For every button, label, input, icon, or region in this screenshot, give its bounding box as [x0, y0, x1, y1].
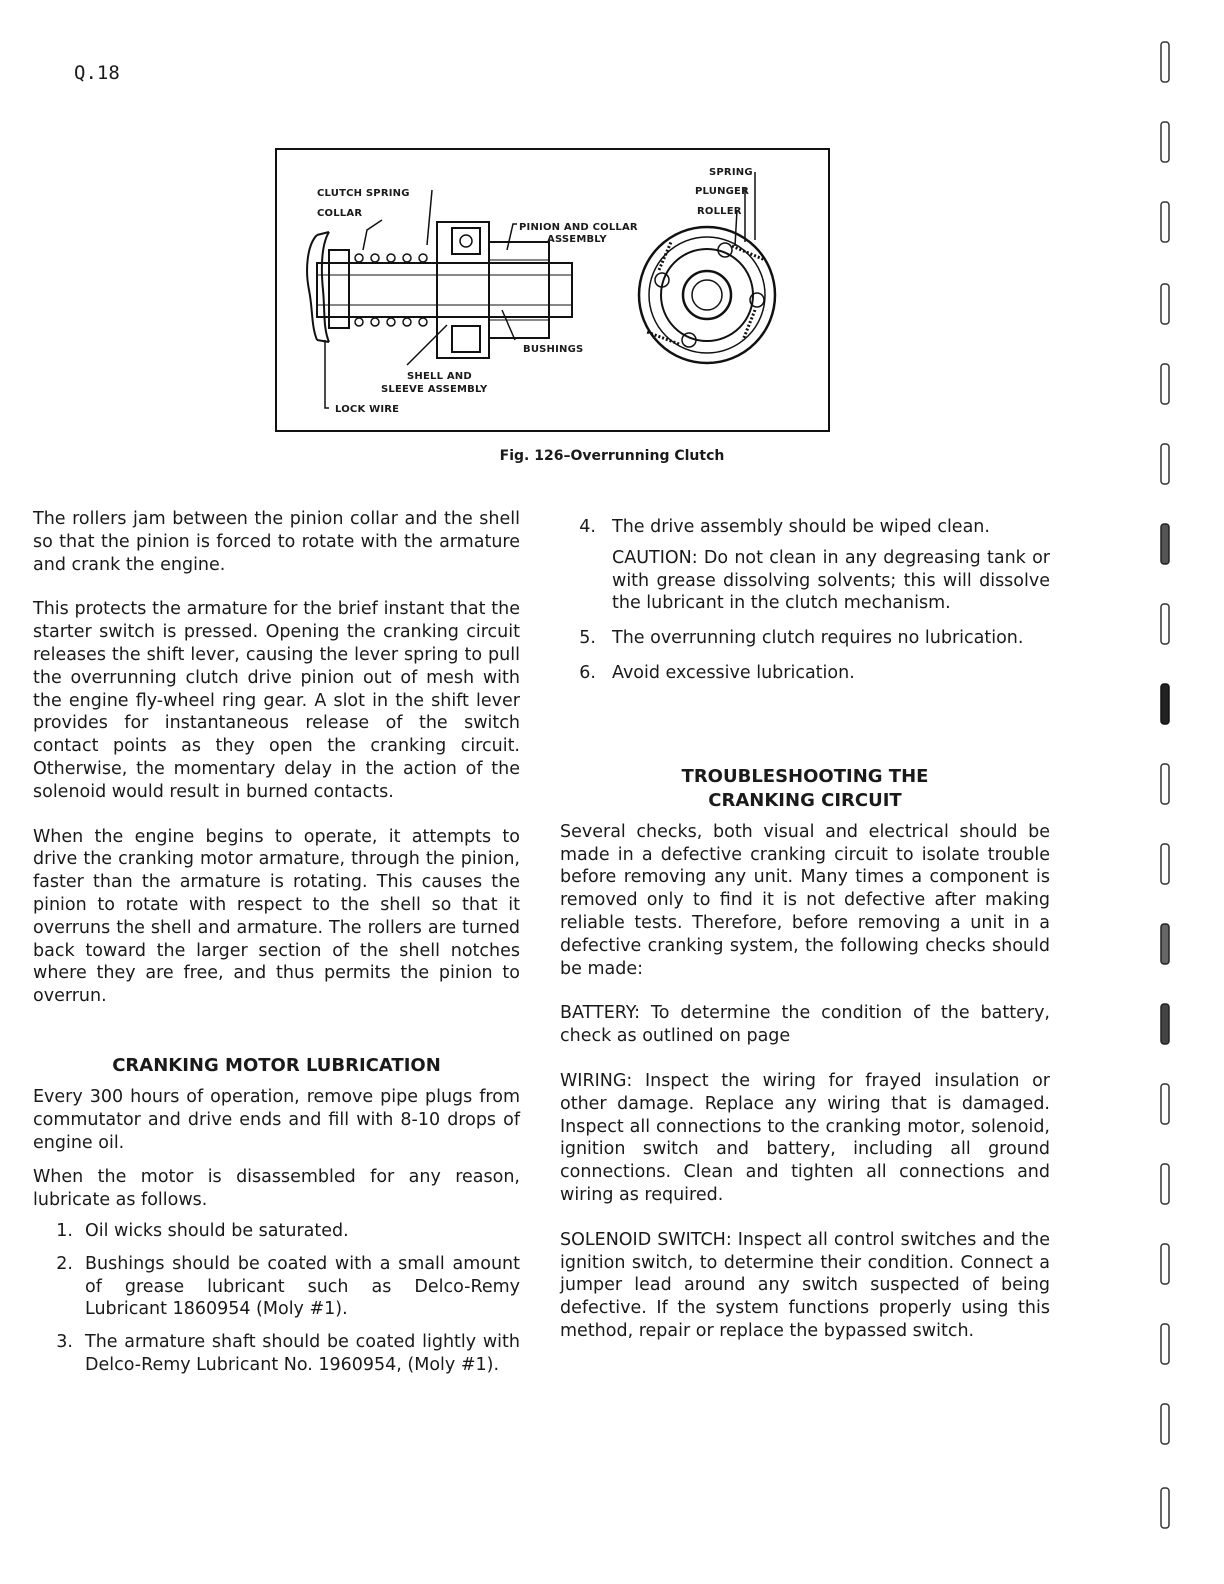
list-item: [560, 662, 1050, 685]
binder-hole: [1155, 842, 1175, 886]
list-text: The drive assembly should be wiped clean.: [612, 517, 990, 537]
section-heading: CRANKING MOTOR LUBRICATION: [112, 1054, 441, 1076]
binder-hole: [1155, 40, 1175, 84]
figure-overrunning-clutch: [275, 148, 830, 432]
list-number: 1.: [56, 1220, 73, 1241]
label-plunger: PLUNGER: [695, 186, 749, 197]
paragraph: Every 300 hours of operation, remove pipe plugs from commutator and drive ends and fill with 8-10 drops of engine oil.: [33, 1086, 520, 1153]
label-pinion-collar: PINION AND COLLAR: [519, 222, 638, 233]
label-roller: ROLLER: [697, 206, 742, 217]
binder-hole: [1155, 362, 1175, 406]
binder-hole: [1155, 1402, 1175, 1446]
list-item: [33, 1331, 520, 1377]
label-bushings: BUSHINGS: [523, 344, 584, 355]
paragraph: The rollers jam between the pinion collar and the shell so that the pinion is forced to rotate with the armature and crank the engine.: [33, 509, 520, 575]
binder-hole: [1155, 1162, 1175, 1206]
binder-hole: [1155, 1486, 1175, 1530]
paragraph: SOLENOID SWITCH: Inspect all control switches and the ignition switch, to determine their condition. Connect a jumper lead around any switch suspected of being defective. If the system functions properly using this method, repair or replace the bypassed switch.: [560, 1229, 1050, 1341]
list-item: [560, 627, 1050, 650]
right-column: [560, 516, 1050, 1343]
label-lock-wire: LOCK WIRE: [335, 404, 400, 415]
binder-hole: [1155, 282, 1175, 326]
paragraph: Several checks, both visual and electrical should be made in a defective cranking circuit to isolate trouble before removing any unit. Many times a component is removed only to find it is not defective after making reliable tests. Therefore, before removing a unit in a defective cranking system, the following checks should be made:: [560, 821, 1050, 979]
binder-hole: [1155, 120, 1175, 164]
list-text: Avoid excessive lubrication.: [612, 662, 855, 683]
label-pinion-collar-assembly: ASSEMBLY: [547, 234, 607, 245]
list-text: The armature shaft should be coated lightly with Delco-Remy Lubricant No. 1960954, (Moly #1).: [85, 1332, 520, 1375]
list-number: 6.: [579, 662, 596, 683]
list-number: 5.: [579, 628, 596, 649]
binder-hole: [1155, 1002, 1175, 1046]
binder-hole: [1155, 682, 1175, 726]
section-heading: CRANKING CIRCUIT: [708, 789, 902, 811]
binder-hole: [1155, 1082, 1175, 1126]
page-number: Q.18: [74, 62, 120, 84]
label-spring: SPRING: [709, 167, 753, 178]
list-item: [33, 1253, 520, 1321]
label-collar: COLLAR: [317, 208, 363, 219]
label-sleeve-assembly: SLEEVE ASSEMBLY: [381, 384, 488, 395]
binder-hole: [1155, 762, 1175, 806]
list-text: The overrunning clutch requires no lubrication.: [612, 628, 1024, 649]
binder-hole: [1155, 602, 1175, 646]
binder-hole: [1155, 1322, 1175, 1366]
label-clutch-spring: CLUTCH SPRING: [317, 188, 410, 199]
binder-hole: [1155, 522, 1175, 566]
left-column: [33, 508, 520, 1377]
list-text: Oil wicks should be saturated.: [85, 1220, 349, 1241]
binder-hole: [1155, 200, 1175, 244]
list-number: 4.: [579, 517, 596, 537]
list-number: 2.: [56, 1253, 73, 1274]
binder-hole: [1155, 922, 1175, 966]
paragraph: When the engine begins to operate, it attempts to drive the cranking motor armature, through the pinion, faster than the armature is rotating. This causes the pinion to rotate with respect to the shell so that it overruns the shell and armature. The rollers are turned back toward the larger section of the shell notches where they are free, and thus permits the pinion to overrun.: [33, 826, 520, 1007]
list-number: 3.: [56, 1332, 73, 1353]
caution-note: CAUTION: Do not clean in any degreasing tank or with grease dissolving solvents; this will dissolve the lubricant in the clutch mechanism.: [612, 547, 1050, 614]
paragraph: BATTERY: To determine the condition of the battery, check as outlined on page: [560, 1003, 1050, 1047]
paragraph: When the motor is disassembled for any reason, lubricate as follows.: [33, 1167, 520, 1211]
paragraph: WIRING: Inspect the wiring for frayed insulation or other damage. Replace any wiring that is damaged. Inspect all connections to the cranking motor, solenoid, ignition switch and battery, including all ground connections. Clean and tighten all connections and wiring as required.: [560, 1070, 1050, 1205]
list-text: Bushings should be coated with a small amount of grease lubricant such as Delco-Remy Lubricant 1860954 (Moly #1).: [85, 1253, 520, 1320]
section-heading: TROUBLESHOOTING THE: [681, 765, 929, 787]
paragraph: This protects the armature for the brief instant that the starter switch is pressed. Opening the cranking circuit releases the shift lever, causing the lever spring to pull the overrunning clutch drive pinion out of mesh with the engine fly-wheel ring gear. A slot in the shift lever provides for instantaneous release of the switch contact points as they open the cranking circuit. Otherwise, the momentary delay in the action of the solenoid would result in burned contacts.: [33, 599, 520, 802]
binder-hole: [1155, 442, 1175, 486]
figure-caption: Fig. 126–Overrunning Clutch: [499, 448, 725, 464]
label-shell: SHELL AND: [407, 371, 472, 382]
list-item: [560, 516, 1050, 539]
binder-hole: [1155, 1242, 1175, 1286]
list-item: [33, 1220, 520, 1243]
